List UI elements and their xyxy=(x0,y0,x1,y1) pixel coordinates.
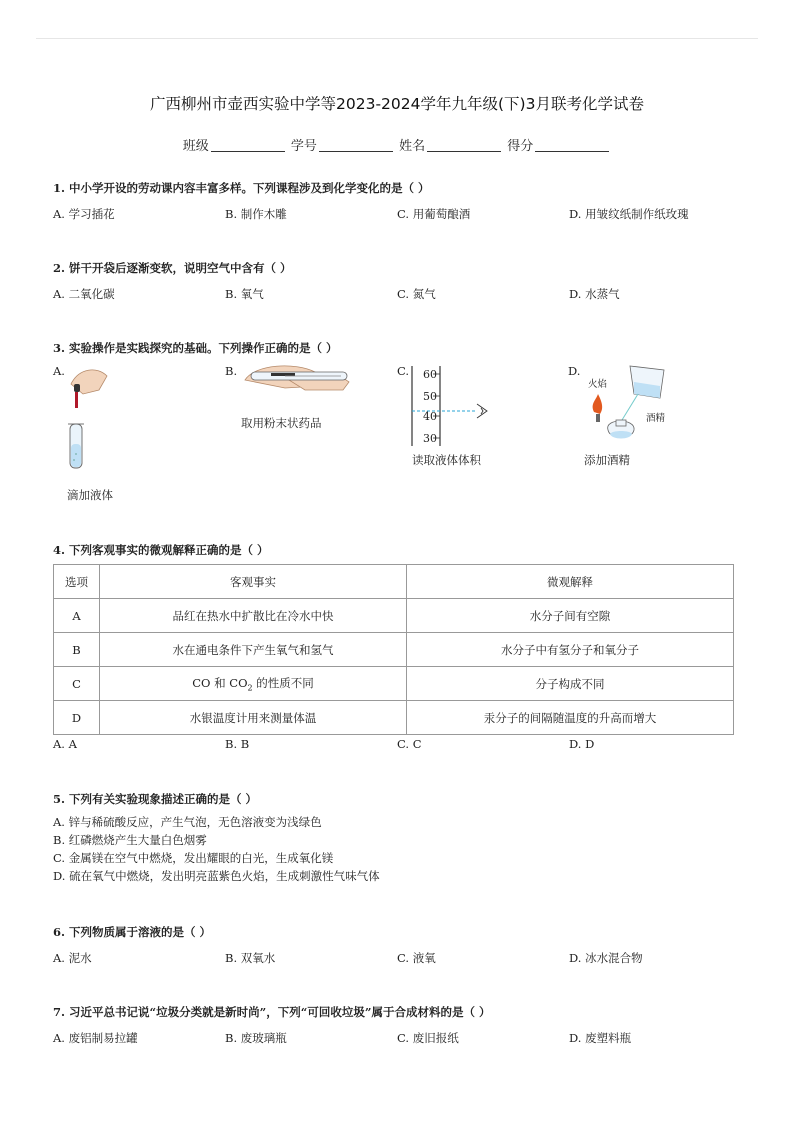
option[interactable]: B. 氧气 xyxy=(225,287,264,301)
option[interactable]: D. 硫在氧气中燃烧，发出明亮蓝紫色火焰，生成刺激性气味气体 xyxy=(53,869,380,883)
question-6-stem: 6. 下列物质属于溶液的是（ ） xyxy=(53,925,212,939)
row-explanation: 水分子间有空隙 xyxy=(407,599,734,633)
student-info-line xyxy=(0,135,794,154)
score-label: 得分 xyxy=(507,139,534,154)
fact-formula-subscript: 2 xyxy=(247,683,253,693)
figure-c-label: C. xyxy=(397,364,410,378)
header-fact: 客观事实 xyxy=(100,565,407,599)
figure-b-caption: 取用粉末状药品 xyxy=(241,416,322,430)
score-blank[interactable] xyxy=(535,139,609,152)
question-5-stem: 5. 下列有关实验现象描述正确的是（ ） xyxy=(53,792,258,806)
figure-a-caption: 滴加液体 xyxy=(67,488,113,502)
table-header-row xyxy=(54,565,734,599)
row-fact: 品红在热水中扩散比在冷水中快 xyxy=(100,599,407,633)
figure-c-reading-volume xyxy=(397,364,527,468)
option[interactable]: C. 氮气 xyxy=(397,287,436,301)
figure-b-taking-powder xyxy=(225,364,365,434)
table-row xyxy=(54,667,734,701)
scale-tick-label: 60 xyxy=(423,368,437,381)
table-row xyxy=(54,599,734,633)
figure-b-label: B. xyxy=(225,364,238,378)
name-label: 姓名 xyxy=(399,139,426,154)
name-blank[interactable] xyxy=(427,139,501,152)
explanation-table xyxy=(53,564,734,735)
row-explanation: 水分子中有氢分子和氧分子 xyxy=(407,633,734,667)
row-explanation: 分子构成不同 xyxy=(407,667,734,701)
top-divider xyxy=(36,38,758,39)
row-fact: 水在通电条件下产生氧气和氢气 xyxy=(100,633,407,667)
row-option: A xyxy=(54,599,100,633)
figure-d-caption: 添加酒精 xyxy=(584,453,630,467)
student-id-label: 学号 xyxy=(290,139,317,154)
page-title: 广西柳州市壶西实验中学等2023-2024学年九年级(下)3月联考化学试卷 xyxy=(150,95,644,113)
table-row xyxy=(54,633,734,667)
option[interactable]: D. D xyxy=(569,737,595,751)
option[interactable]: B. 制作木雕 xyxy=(225,207,287,221)
graduated-cylinder-illustration xyxy=(397,364,527,448)
option[interactable]: A. 学习插花 xyxy=(53,207,115,221)
option[interactable]: D. 废塑料瓶 xyxy=(569,1031,632,1045)
figure-d-label: D. xyxy=(568,364,581,378)
header-option: 选项 xyxy=(54,565,100,599)
scale-tick-label: 40 xyxy=(423,410,437,423)
row-explanation: 汞分子的间隔随温度的升高而增大 xyxy=(407,701,734,735)
row-fact xyxy=(100,667,407,701)
question-1-stem: 1. 中小学开设的劳动课内容丰富多样。下列课程涉及到化学变化的是（ ） xyxy=(53,181,430,195)
option[interactable]: C. 用葡萄酿酒 xyxy=(397,207,471,221)
option[interactable]: A. 泥水 xyxy=(53,951,92,965)
option[interactable]: A. 废铝制易拉罐 xyxy=(53,1031,138,1045)
row-option: C xyxy=(54,667,100,701)
row-fact: 水银温度计用来测量体温 xyxy=(100,701,407,735)
header-explanation: 微观解释 xyxy=(407,565,734,599)
option[interactable]: A. 二氧化碳 xyxy=(53,287,115,301)
option[interactable]: D. 冰水混合物 xyxy=(569,951,643,965)
scale-tick-label: 50 xyxy=(423,390,437,403)
powder-test-tube-illustration xyxy=(225,364,365,412)
row-option: B xyxy=(54,633,100,667)
figure-d-adding-alcohol xyxy=(568,364,708,468)
alcohol-label: 酒精 xyxy=(646,413,666,424)
figure-c-caption: 读取液体体积 xyxy=(412,453,481,467)
fact-formula-part: CO 和 CO xyxy=(192,675,248,690)
dropper-test-tube-illustration xyxy=(53,364,173,476)
option[interactable]: B. B xyxy=(225,737,250,751)
student-id-blank[interactable] xyxy=(319,139,393,152)
question-3-stem: 3. 实验操作是实践探究的基础。下列操作正确的是（ ） xyxy=(53,341,338,355)
option[interactable]: C. 金属镁在空气中燃烧，发出耀眼的白光，生成氧化镁 xyxy=(53,851,334,865)
option[interactable]: B. 红磷燃烧产生大量白色烟雾 xyxy=(53,833,207,847)
option[interactable]: B. 双氧水 xyxy=(225,951,276,965)
scale-tick-label: 30 xyxy=(423,432,437,445)
option[interactable]: C. C xyxy=(397,737,422,751)
question-7-stem: 7. 习近平总书记说“垃圾分类就是新时尚”，下列“可回收垃圾”属于合成材料的是（ ） xyxy=(53,1005,491,1019)
table-row xyxy=(54,701,734,735)
question-5-options xyxy=(53,813,380,885)
question-2-stem: 2. 饼干开袋后逐渐变软，说明空气中含有（ ） xyxy=(53,261,292,275)
flame-label: 火焰 xyxy=(588,379,608,390)
class-blank[interactable] xyxy=(211,139,285,152)
option[interactable]: B. 废玻璃瓶 xyxy=(225,1031,287,1045)
option[interactable]: C. 废旧报纸 xyxy=(397,1031,459,1045)
option[interactable]: C. 液氧 xyxy=(397,951,436,965)
figure-a-label: A. xyxy=(53,364,65,378)
fact-formula-suffix: 的性质不同 xyxy=(252,675,314,690)
option[interactable]: D. 用皱纹纸制作纸玫瑰 xyxy=(569,207,689,221)
option[interactable]: D. 水蒸气 xyxy=(569,287,620,301)
question-4-stem: 4. 下列客观事实的微观解释正确的是（ ） xyxy=(53,543,269,557)
option[interactable]: A. 锌与稀硫酸反应，产生气泡，无色溶液变为浅绿色 xyxy=(53,815,322,829)
figure-a-dropping-liquid xyxy=(53,364,173,504)
row-option: D xyxy=(54,701,100,735)
class-label: 班级 xyxy=(182,139,209,154)
option[interactable]: A. A xyxy=(53,737,77,751)
